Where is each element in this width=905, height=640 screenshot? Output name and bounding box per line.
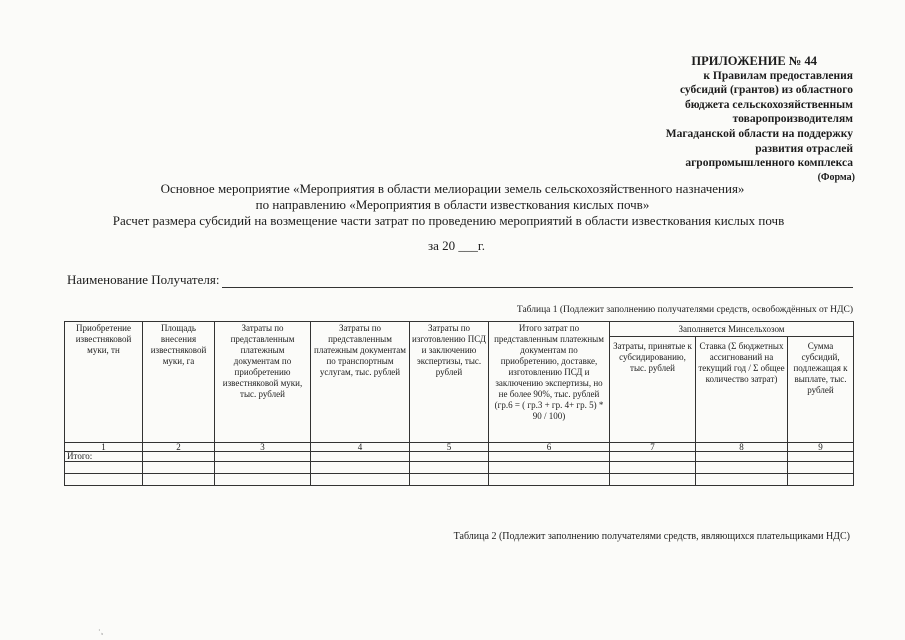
table1-caption: Таблица 1 (Подлежит заполнению получателями средств, освобождённых от НДС) <box>516 305 853 315</box>
column-number: 2 <box>143 443 215 452</box>
column-header: Сумма субсидий, подлежащая к выплате, тыс. рублей <box>788 337 854 443</box>
table-cell[interactable] <box>696 474 788 486</box>
column-number: 8 <box>696 443 788 452</box>
period-line: за 20 ___г. <box>428 238 486 253</box>
table-cell[interactable] <box>696 462 788 474</box>
recipient-field[interactable] <box>222 275 853 288</box>
table-cell[interactable] <box>489 452 610 462</box>
appendix-line: агропромышленного комплекса <box>685 157 853 170</box>
recipient-row <box>67 272 853 288</box>
scan-artifact: ·¸ <box>98 626 104 635</box>
column-number: 6 <box>489 443 610 452</box>
table-cell[interactable] <box>489 474 610 486</box>
column-header: Ставка (Σ бюджетных ассигнований на текущий год / Σ общее количество затрат) <box>696 337 788 443</box>
column-header: Площадь внесения известняковой муки, га <box>143 322 215 443</box>
table-cell[interactable] <box>143 474 215 486</box>
appendix-line: бюджета сельскохозяйственным <box>685 98 853 111</box>
table-cell[interactable] <box>65 462 143 474</box>
table-cell[interactable] <box>311 462 410 474</box>
table-cell[interactable] <box>143 452 215 462</box>
appendix-line: товаропроизводителям <box>732 113 853 126</box>
heading-line-3: Расчет размера субсидий на возмещение части затрат по проведению мероприятий в области известкования кислых почв <box>112 213 785 228</box>
total-label: Итого: <box>65 452 143 462</box>
column-header: Затраты по изготовлению ПСД и заключению экспертизы, тыс. рублей <box>410 322 489 443</box>
ministry-group-header: Заполняется Минсельхозом <box>610 322 854 337</box>
table-cell[interactable] <box>143 462 215 474</box>
column-header: Затраты по представленным платежным документам по транспортным услугам, тыс. рублей <box>311 322 410 443</box>
table-cell[interactable] <box>788 452 854 462</box>
table-cell[interactable] <box>215 474 311 486</box>
column-number: 9 <box>788 443 854 452</box>
column-header: Приобретение известняковой муки, тн <box>65 322 143 443</box>
appendix-number: ПРИЛОЖЕНИЕ № 44 <box>691 54 817 68</box>
heading-line-2: по направлению «Мероприятия в области известкования кислых почв» <box>255 197 650 212</box>
appendix-line: к Правилам предоставления <box>703 69 853 82</box>
subsidy-table <box>64 321 854 486</box>
table-cell[interactable] <box>410 474 489 486</box>
recipient-label: Наименование Получателя: <box>67 272 220 287</box>
column-header: Итого затрат по представленным платежным документам по приобретению, доставке, изготовлению ПСД и заключению экспертизы, но не более 90%, тыс. рублей (гр.6 = ( гр.3 + гр. 4+ гр. 5) * 90 / 100) <box>489 322 610 443</box>
column-number: 4 <box>311 443 410 452</box>
heading-line-1: Основное мероприятие «Мероприятия в области мелиорации земель сельскохозяйственного назначения» <box>160 181 745 196</box>
table-cell[interactable] <box>215 452 311 462</box>
table-cell[interactable] <box>65 474 143 486</box>
table-cell[interactable] <box>410 452 489 462</box>
table-cell[interactable] <box>410 462 489 474</box>
table-row <box>65 462 854 474</box>
appendix-line: субсидий (грантов) из областного <box>679 84 853 97</box>
table-row <box>65 474 854 486</box>
table-cell[interactable] <box>788 474 854 486</box>
form-label: (Форма) <box>817 171 855 183</box>
column-number: 1 <box>65 443 143 452</box>
column-number: 3 <box>215 443 311 452</box>
total-row <box>65 452 854 462</box>
column-number-row <box>65 443 854 452</box>
table-cell[interactable] <box>610 462 696 474</box>
appendix-line: Магаданской области на поддержку <box>665 127 853 140</box>
column-header: Затраты по представленным платежным документам по приобретению известняковой муки, тыс. рублей <box>215 322 311 443</box>
column-header: Затраты, принятые к субсидированию, тыс. рублей <box>610 337 696 443</box>
table-cell[interactable] <box>489 462 610 474</box>
table-cell[interactable] <box>610 452 696 462</box>
table-cell[interactable] <box>696 452 788 462</box>
appendix-line: развития отраслей <box>755 142 853 155</box>
table-cell[interactable] <box>610 474 696 486</box>
column-number: 7 <box>610 443 696 452</box>
table-cell[interactable] <box>311 474 410 486</box>
table2-caption: Таблица 2 (Подлежит заполнению получателями средств, являющихся плательщиками НДС) <box>453 531 850 542</box>
table-cell[interactable] <box>215 462 311 474</box>
table-cell[interactable] <box>788 462 854 474</box>
appendix-block <box>553 54 853 185</box>
column-number: 5 <box>410 443 489 452</box>
table-cell[interactable] <box>311 452 410 462</box>
